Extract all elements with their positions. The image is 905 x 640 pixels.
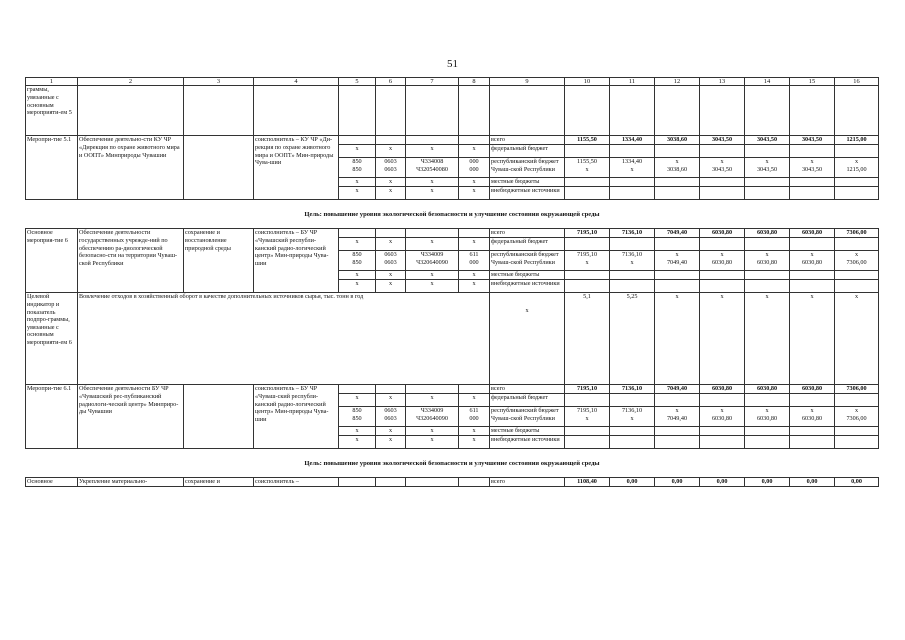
- funding-source: республиканский бюджет Чуваш-ской Республики: [490, 407, 565, 427]
- table-row: [26, 136, 879, 145]
- measure-executor: соисполнитель – КУ ЧР «Ди-рекция по охране животного мира и ООПТ» Мин-природы Чува-шии: [254, 136, 339, 200]
- year-value: 3043,50: [790, 136, 835, 145]
- year-value: [745, 427, 790, 436]
- year-value: [745, 187, 790, 200]
- empty-cell: [459, 86, 490, 136]
- year-value: [610, 436, 655, 449]
- year-value: [745, 271, 790, 280]
- header-cell: 5: [339, 78, 376, 86]
- year-value: 0,00: [610, 478, 655, 487]
- year-value: [610, 280, 655, 293]
- year-value: 1215,00: [835, 136, 879, 145]
- budget-code-cell: [406, 385, 459, 394]
- header-cell: 10: [565, 78, 610, 86]
- year-value: х 6030,80: [745, 251, 790, 271]
- year-value: [835, 145, 879, 158]
- funding-source: республиканский бюджет Чуваш-ской Республики: [490, 251, 565, 271]
- header-cell: 1: [26, 78, 78, 86]
- year-value: 6030,80: [790, 385, 835, 394]
- year-value: 0,00: [655, 478, 700, 487]
- year-value: [655, 394, 700, 407]
- measure-goal: сохранение и: [184, 478, 254, 487]
- year-value: х 3043,50: [745, 158, 790, 178]
- budget-code-cell: х: [406, 280, 459, 293]
- indicator-value: х: [835, 293, 879, 385]
- header-cell: 14: [745, 78, 790, 86]
- budget-code-cell: х: [376, 436, 406, 449]
- year-value: [700, 280, 745, 293]
- year-value: [655, 280, 700, 293]
- budget-code-cell: [406, 229, 459, 238]
- year-value: [790, 238, 835, 251]
- year-value: 7136,10 х: [610, 251, 655, 271]
- year-value: [700, 178, 745, 187]
- budget-code-cell: х: [376, 394, 406, 407]
- goal-text: Цель: повышение уровня экологической безопасности и улучшение состояния окружающей среды: [304, 210, 600, 218]
- year-value: [655, 238, 700, 251]
- year-value: х 3043,50: [700, 158, 745, 178]
- year-value: [835, 238, 879, 251]
- year-value: [565, 427, 610, 436]
- year-value: х 7049,40: [655, 251, 700, 271]
- measure-title: Основное: [26, 478, 78, 487]
- funding-source: местные бюджеты: [490, 178, 565, 187]
- indicator-value: х: [745, 293, 790, 385]
- budget-code-cell: [406, 478, 459, 487]
- budget-code-cell: х: [376, 238, 406, 251]
- budget-code-cell: х: [376, 178, 406, 187]
- header-cell: 8: [459, 78, 490, 86]
- year-value: [790, 271, 835, 280]
- goal-text: Цель: повышение уровня экологической безопасности и улучшение состояния окружающей среды: [304, 459, 600, 467]
- indicator-value: 5,25: [610, 293, 655, 385]
- year-value: 6030,80: [745, 385, 790, 394]
- header-cell: 2: [78, 78, 184, 86]
- year-value: 6030,80: [700, 229, 745, 238]
- budget-code-cell: х: [339, 280, 376, 293]
- year-value: [655, 178, 700, 187]
- empty-cell: [78, 86, 184, 136]
- year-value: х 7306,00: [835, 407, 879, 427]
- row-title: граммы, увязанные с основным мероприяти-ем 5: [26, 86, 78, 136]
- budget-code-cell: х: [376, 271, 406, 280]
- budget-code-cell: 850 850: [339, 251, 376, 271]
- budget-code-cell: х: [339, 187, 376, 200]
- year-value: 1334,40: [610, 136, 655, 145]
- budget-code-cell: [376, 229, 406, 238]
- budget-code-cell: х: [339, 271, 376, 280]
- funding-source: всего: [490, 229, 565, 238]
- funding-source: всего: [490, 478, 565, 487]
- year-value: [610, 238, 655, 251]
- year-value: [610, 145, 655, 158]
- header-cell: 3: [184, 78, 254, 86]
- year-value: [745, 436, 790, 449]
- year-value: 7306,00: [835, 385, 879, 394]
- header-cell: 15: [790, 78, 835, 86]
- budget-code-cell: [376, 136, 406, 145]
- header-row: [26, 78, 879, 86]
- year-value: 7136,10: [610, 229, 655, 238]
- budget-code-cell: х: [459, 280, 490, 293]
- year-value: 7306,00: [835, 229, 879, 238]
- year-value: 7195,10: [565, 229, 610, 238]
- funding-source: внебюджетные источники: [490, 187, 565, 200]
- year-value: 1108,40: [565, 478, 610, 487]
- year-value: [655, 145, 700, 158]
- measure-executor: соисполнитель – БУ ЧР «Чуваш-ский республи-канский радио-логический центр» Мин-природы Чува-шии: [254, 385, 339, 449]
- year-value: [655, 427, 700, 436]
- year-value: х 3038,60: [655, 158, 700, 178]
- indicator-value: х: [700, 293, 745, 385]
- empty-cell: [339, 86, 376, 136]
- year-value: [700, 427, 745, 436]
- year-value: 7136,10: [610, 385, 655, 394]
- year-value: 1155,50 х: [565, 158, 610, 178]
- budget-code-cell: [406, 136, 459, 145]
- budget-code-cell: х: [406, 178, 459, 187]
- year-value: [610, 427, 655, 436]
- measure-description: Укрепление материально-: [78, 478, 184, 487]
- year-value: 3038,60: [655, 136, 700, 145]
- budget-code-cell: [459, 385, 490, 394]
- year-value: [790, 280, 835, 293]
- measure-goal: сохранение и восстановление природной среды: [184, 229, 254, 293]
- budget-code-cell: 0603 0603: [376, 158, 406, 178]
- indicator-value: х: [655, 293, 700, 385]
- budget-code-cell: 850 850: [339, 158, 376, 178]
- budget-code-cell: [339, 385, 376, 394]
- continuation-row: [26, 86, 879, 136]
- year-value: [565, 145, 610, 158]
- year-value: [835, 436, 879, 449]
- year-value: [790, 394, 835, 407]
- budget-code-cell: х: [339, 436, 376, 449]
- budget-code-cell: [376, 385, 406, 394]
- budget-code-cell: 000 000: [459, 158, 490, 178]
- year-value: 0,00: [790, 478, 835, 487]
- budget-code-cell: х: [459, 145, 490, 158]
- budget-code-cell: х: [459, 187, 490, 200]
- budget-code-cell: [459, 136, 490, 145]
- budget-code-cell: х: [406, 145, 459, 158]
- measure-goal: [184, 385, 254, 449]
- year-value: [655, 436, 700, 449]
- budget-code-cell: х: [406, 436, 459, 449]
- budget-code-cell: х: [459, 178, 490, 187]
- budget-code-cell: х: [339, 178, 376, 187]
- year-value: [835, 271, 879, 280]
- budget-code-cell: х: [339, 145, 376, 158]
- table-row: [26, 478, 879, 487]
- budget-table: [25, 77, 879, 487]
- year-value: [700, 238, 745, 251]
- funding-source: всего: [490, 136, 565, 145]
- year-value: 1334,40 х: [610, 158, 655, 178]
- year-value: х 6030,80: [700, 407, 745, 427]
- year-value: [790, 187, 835, 200]
- year-value: [565, 238, 610, 251]
- budget-code-cell: х: [406, 394, 459, 407]
- budget-code-cell: Ч334009 Ч320640090: [406, 251, 459, 271]
- empty-cell: [184, 86, 254, 136]
- year-value: [610, 178, 655, 187]
- budget-code-cell: [339, 478, 376, 487]
- year-value: 7195,10 х: [565, 251, 610, 271]
- budget-code-cell: х: [376, 427, 406, 436]
- year-value: [700, 271, 745, 280]
- year-value: [610, 187, 655, 200]
- budget-code-cell: Ч334008 Ч320540080: [406, 158, 459, 178]
- year-value: х 6030,80: [700, 251, 745, 271]
- measure-title: Меропри-тие 6.1: [26, 385, 78, 449]
- budget-code-cell: х: [406, 238, 459, 251]
- funding-source: местные бюджеты: [490, 427, 565, 436]
- year-value: [610, 394, 655, 407]
- table-body: [26, 78, 879, 487]
- year-value: [835, 280, 879, 293]
- funding-source: республиканский бюджет Чуваш-ской Республики: [490, 158, 565, 178]
- budget-code-cell: [459, 229, 490, 238]
- budget-code-cell: х: [376, 187, 406, 200]
- year-value: [790, 436, 835, 449]
- budget-code-cell: х: [459, 427, 490, 436]
- budget-code-cell: х: [339, 238, 376, 251]
- budget-code-cell: [459, 478, 490, 487]
- budget-code-cell: [339, 229, 376, 238]
- year-value: 0,00: [835, 478, 879, 487]
- year-value: х 1215,00: [835, 158, 879, 178]
- year-value: 7136,10 х: [610, 407, 655, 427]
- year-value: [565, 178, 610, 187]
- year-value: х 6030,80: [790, 407, 835, 427]
- year-value: [565, 187, 610, 200]
- indicator-title: Целевой индикатор и показатель подпро-граммы, увязанные с основным мероприяти-ем 6: [26, 293, 78, 385]
- year-value: х 6030,80: [745, 407, 790, 427]
- funding-source: федеральный бюджет: [490, 394, 565, 407]
- empty-cell: [745, 86, 790, 136]
- budget-code-cell: [376, 478, 406, 487]
- budget-code-cell: Ч334009 Ч320640090: [406, 407, 459, 427]
- indicator-value: х: [790, 293, 835, 385]
- header-cell: 4: [254, 78, 339, 86]
- year-value: 1155,50: [565, 136, 610, 145]
- year-value: 6030,80: [745, 229, 790, 238]
- funding-source: федеральный бюджет: [490, 238, 565, 251]
- measure-executor: соисполнитель –: [254, 478, 339, 487]
- year-value: 3043,50: [745, 136, 790, 145]
- budget-code-cell: х: [339, 394, 376, 407]
- empty-cell: [790, 86, 835, 136]
- year-value: [745, 145, 790, 158]
- year-value: х 3043,50: [790, 158, 835, 178]
- header-cell: 16: [835, 78, 879, 86]
- budget-code-cell: х: [459, 436, 490, 449]
- budget-code-cell: х: [459, 238, 490, 251]
- page-number: 51: [447, 58, 458, 70]
- year-value: [655, 271, 700, 280]
- measure-title: Меропри-тие 5.1: [26, 136, 78, 200]
- year-value: [745, 238, 790, 251]
- goal-row: [26, 449, 879, 478]
- year-value: [790, 427, 835, 436]
- funding-source: внебюджетные источники: [490, 280, 565, 293]
- empty-cell: [254, 86, 339, 136]
- measure-title: Основное мероприя-тие 6: [26, 229, 78, 293]
- empty-cell: [565, 86, 610, 136]
- year-value: 7049,40: [655, 385, 700, 394]
- indicator-value: 5,1: [565, 293, 610, 385]
- year-value: [700, 394, 745, 407]
- year-value: 0,00: [745, 478, 790, 487]
- goal-row: [26, 200, 879, 229]
- budget-code-cell: [339, 136, 376, 145]
- year-value: [700, 145, 745, 158]
- budget-code-cell: х: [376, 145, 406, 158]
- year-value: [565, 394, 610, 407]
- year-value: [835, 427, 879, 436]
- measure-description: Обеспечение деятельности БУ ЧР «Чувашский рес-публиканский радиологи-ческий центр» Минприро-ды Чувашии: [78, 385, 184, 449]
- year-value: 0,00: [700, 478, 745, 487]
- funding-source: местные бюджеты: [490, 271, 565, 280]
- budget-code-cell: 0603 0603: [376, 407, 406, 427]
- indicator-row: [26, 293, 879, 385]
- year-value: х 7306,00: [835, 251, 879, 271]
- year-value: [655, 187, 700, 200]
- header-cell: 9: [490, 78, 565, 86]
- budget-code-cell: х: [459, 394, 490, 407]
- indicator-source: х: [490, 293, 565, 385]
- year-value: х 7049,40: [655, 407, 700, 427]
- year-value: [835, 178, 879, 187]
- budget-code-cell: 850 850: [339, 407, 376, 427]
- year-value: [700, 187, 745, 200]
- header-cell: 11: [610, 78, 655, 86]
- empty-cell: [406, 86, 459, 136]
- year-value: х 6030,80: [790, 251, 835, 271]
- year-value: [790, 178, 835, 187]
- measure-description: Обеспечение деятельности государственных учрежде-ний по обеспечению ра-диологической безопасно-сти на территории Чуваш-ской Республики: [78, 229, 184, 293]
- year-value: 6030,80: [700, 385, 745, 394]
- budget-code-cell: 611 000: [459, 251, 490, 271]
- year-value: 7195,10: [565, 385, 610, 394]
- year-value: 7049,40: [655, 229, 700, 238]
- funding-source: внебюджетные источники: [490, 436, 565, 449]
- budget-code-cell: 0603 0603: [376, 251, 406, 271]
- measure-goal: [184, 136, 254, 200]
- funding-source: федеральный бюджет: [490, 145, 565, 158]
- header-cell: 6: [376, 78, 406, 86]
- year-value: 7195,10 х: [565, 407, 610, 427]
- empty-cell: [655, 86, 700, 136]
- year-value: [565, 436, 610, 449]
- budget-code-cell: х: [376, 280, 406, 293]
- year-value: [790, 145, 835, 158]
- budget-code-cell: х: [339, 427, 376, 436]
- year-value: [835, 394, 879, 407]
- year-value: [835, 187, 879, 200]
- empty-cell: [376, 86, 406, 136]
- empty-cell: [835, 86, 879, 136]
- indicator-description: Вовлечение отходов в хозяйственный оборот в качестве дополнительных источников сырья, тыс. тонн в год: [78, 293, 490, 385]
- table-row: [26, 385, 879, 394]
- budget-code-cell: х: [459, 271, 490, 280]
- year-value: [565, 280, 610, 293]
- empty-cell: [700, 86, 745, 136]
- year-value: 6030,80: [790, 229, 835, 238]
- measure-description: Обеспечение деятельно-сти КУ ЧР «Дирекция по охране животного мира и ООПТ» Минприроды Чувашии: [78, 136, 184, 200]
- budget-code-cell: х: [406, 187, 459, 200]
- empty-cell: [610, 86, 655, 136]
- empty-cell: [490, 86, 565, 136]
- budget-code-cell: х: [406, 271, 459, 280]
- table-row: [26, 229, 879, 238]
- year-value: [745, 280, 790, 293]
- budget-code-cell: х: [406, 427, 459, 436]
- year-value: 3043,50: [700, 136, 745, 145]
- funding-source: всего: [490, 385, 565, 394]
- measure-executor: соисполнитель – БУ ЧР «Чувашский республи-канский радио-логический центр» Мин-природы Чува-шии: [254, 229, 339, 293]
- budget-code-cell: 611 000: [459, 407, 490, 427]
- year-value: [610, 271, 655, 280]
- header-cell: 7: [406, 78, 459, 86]
- year-value: [700, 436, 745, 449]
- year-value: [745, 178, 790, 187]
- header-cell: 12: [655, 78, 700, 86]
- header-cell: 13: [700, 78, 745, 86]
- year-value: [565, 271, 610, 280]
- year-value: [745, 394, 790, 407]
